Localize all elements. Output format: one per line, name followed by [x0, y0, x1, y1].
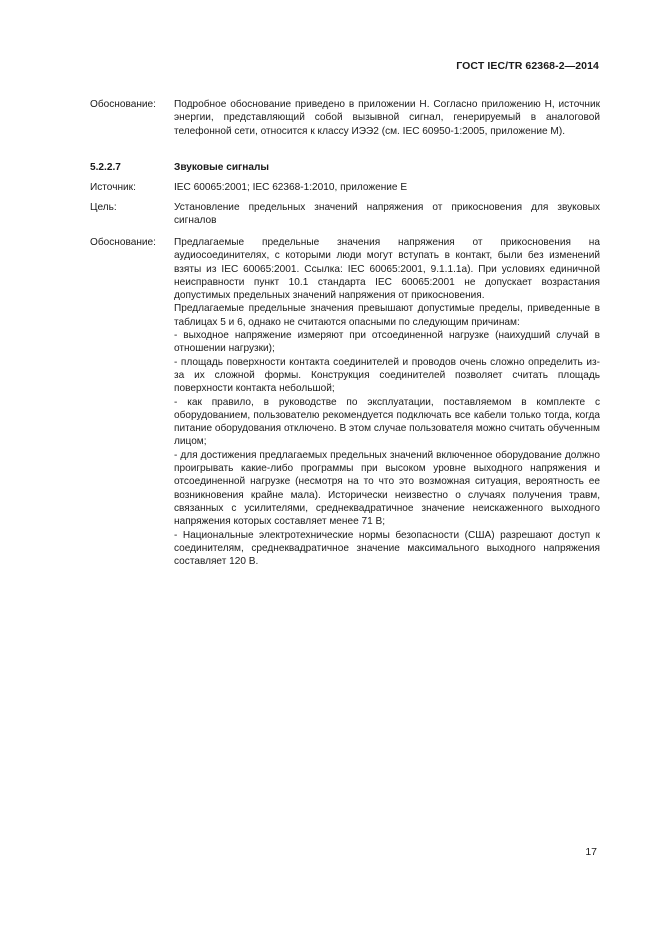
- list-item: - площадь поверхности контакта соединителей и проводов очень сложно определить из-за их сложной формы. Конструкция соединителей позволяет считать площадь поверхности контакта небольшой;: [174, 356, 600, 395]
- list-item: - как правило, в руководстве по эксплуатации, поставляемом в комплекте с оборудованием, пользователю рекомендуется подключать все кабели только тогда, когда питание оборудования отключено. В этом случае пользователя можно считать обученным лицом;: [174, 396, 600, 448]
- rationale-body: [174, 236, 600, 568]
- list-item: - Национальные электротехнические нормы безопасности (США) разрешают доступ к соединителям, среднеквадратичное значение максимального выходного напряжения составляет 120 В.: [174, 529, 600, 568]
- source-row: [90, 181, 600, 194]
- paragraph: Предлагаемые предельные значения превышают допустимые пределы, приведенные в таблицах 5 и 6, однако не считаются опасными по следующим причинам:: [174, 303, 600, 328]
- section-title: Звуковые сигналы: [174, 162, 269, 173]
- goal-row: [90, 201, 600, 228]
- page-number: 17: [585, 846, 597, 858]
- source-text: IEC 60065:2001; IEC 62368-1:2010, приложение Е: [174, 182, 408, 193]
- document-code-header: ГОСТ IEC/TR 62368-2—2014: [456, 60, 599, 72]
- paragraph: Предлагаемые предельные значения напряжения от прикосновения на аудиосоединителях, с которыми люди могут вступать в контакт, были без изменений взяты из IEC 60065:2001. Ссылка: IEC 60065:2001, 9.1.1.1а). При условиях единичной неисправности пункт 10.1 стандарта IEC 60065:2001 не допускает возрастания допустимых предельных значений напряжения от прикосновения.: [174, 237, 600, 302]
- rationale-label: Обоснование:: [90, 237, 156, 248]
- section-heading: [90, 161, 600, 174]
- list-item: - выходное напряжение измеряют при отсоединенной нагрузке (наихудший случай в отношении нагрузки);: [174, 330, 600, 355]
- rationale-label: Обоснование:: [90, 99, 156, 110]
- rationale-block-1: [90, 98, 600, 138]
- rationale-block-2: [90, 236, 600, 568]
- list-item: - для достижения предлагаемых предельных значений включенное оборудование должно проигрывать какие-либо программы при высоком уровне выходного напряжения и отсоединенной нагрузке (несмотря на то что это возможная ситуация, вероятность ее возникновения крайне мала). Исторически неизвестно о случаях получения травм, связанных с усилителями, среднеквадратичное значение неискаженного выходного напряжения которых составляет менее 71 В;: [174, 449, 600, 528]
- source-label: Источник:: [90, 182, 136, 193]
- goal-label: Цель:: [90, 202, 117, 213]
- rationale-text: Подробное обоснование приведено в приложении Н. Согласно приложению Н, источник энергии, представляющий собой вызывной сигнал, генерируемый в аналоговой телефонной сети, относится к классу ИЭЭ2 (см. IEC 60950-1:2005, приложение М).: [174, 99, 600, 137]
- section-number: 5.2.2.7: [90, 162, 121, 173]
- goal-text: Установление предельных значений напряжения от прикосновения для звуковых сигналов: [174, 202, 600, 227]
